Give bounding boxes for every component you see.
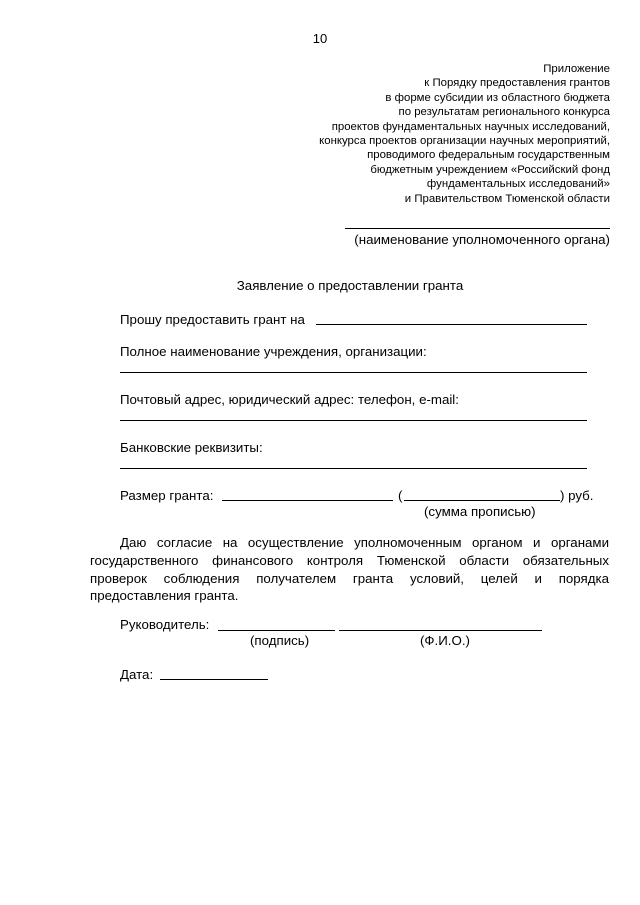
date-label: Дата: bbox=[120, 667, 154, 682]
form-title: Заявление о предоставлении гранта bbox=[236, 278, 464, 293]
appendix-line: к Порядку предоставления грантов bbox=[424, 77, 610, 90]
bank-details-field-line[interactable] bbox=[120, 468, 587, 469]
appendix-line: фундаментальных исследований» bbox=[426, 178, 610, 191]
fio-caption: (Ф.И.О.) bbox=[420, 633, 470, 648]
amount-in-words-caption: (сумма прописью) bbox=[424, 504, 536, 519]
address-label: Почтовый адрес, юридический адрес: телефон, e-mail: bbox=[120, 392, 459, 407]
appendix-line: бюджетным учреждением «Российский фонд bbox=[370, 163, 610, 176]
appendix-line: и Правительством Тюменской области bbox=[404, 192, 610, 205]
head-label: Руководитель: bbox=[120, 617, 210, 632]
appendix-line: проводимого федеральным государственным bbox=[367, 149, 610, 162]
signature-field-line[interactable] bbox=[218, 630, 335, 631]
amount-in-words-field-line[interactable] bbox=[404, 500, 560, 501]
consent-paragraph: Даю согласие на осуществление уполномоченным органом и органами государственного финансового контроля Тюменской области обязательных проверок соблюдения получателем гранта условий, целей и порядка предоставления гранта. bbox=[90, 535, 609, 604]
grant-amount-field-line[interactable] bbox=[222, 500, 393, 501]
org-name-label: Полное наименование учреждения, организации: bbox=[120, 344, 427, 359]
signature-caption: (подпись) bbox=[250, 633, 310, 648]
currency-label: ) руб. bbox=[560, 488, 594, 503]
open-paren: ( bbox=[398, 488, 403, 503]
date-field-line[interactable] bbox=[160, 679, 268, 680]
authority-field-line[interactable] bbox=[345, 228, 610, 229]
appendix-line: по результатам регионального конкурса bbox=[398, 106, 610, 119]
appendix-line: конкурса проектов организации научных мероприятий, bbox=[319, 135, 610, 148]
grant-purpose-field-line[interactable] bbox=[316, 324, 587, 325]
appendix-line: в форме субсидии из областного бюджета bbox=[385, 91, 610, 104]
grant-request-label: Прошу предоставить грант на bbox=[120, 312, 305, 327]
authority-caption: (наименование уполномоченного органа) bbox=[354, 232, 610, 247]
appendix-header bbox=[210, 62, 610, 206]
fio-field-line[interactable] bbox=[339, 630, 542, 631]
appendix-line: Приложение bbox=[543, 63, 610, 75]
org-name-field-line[interactable] bbox=[120, 372, 587, 373]
bank-details-label: Банковские реквизиты: bbox=[120, 440, 263, 455]
appendix-line: проектов фундаментальных научных исследований, bbox=[331, 120, 610, 133]
grant-amount-label: Размер гранта: bbox=[120, 488, 214, 503]
page-number: 10 bbox=[312, 31, 328, 46]
address-field-line[interactable] bbox=[120, 420, 587, 421]
